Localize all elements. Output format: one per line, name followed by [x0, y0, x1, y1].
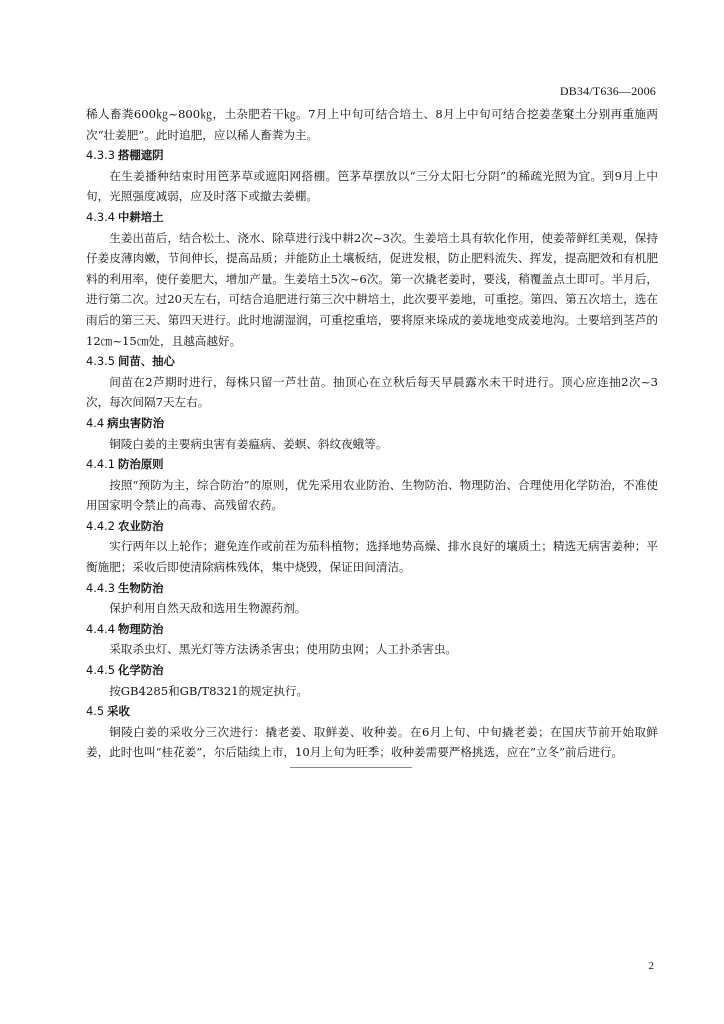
section-heading-4-4	[86, 413, 658, 434]
standard-code: DB34/T636—2006	[559, 84, 656, 98]
page-number: 2	[648, 960, 654, 972]
paragraph-cultivation: 生姜出苗后，结合松土、浇水、除草进行浅中耕2次~3次。生姜培土具有软化作用，使姜蒂鲜红美观，保持仔姜皮薄肉嫩，节间伸长，提高品质；并能防止土壤板结，促进发根，防止肥料流失、挥发，提高肥效和有机肥料的利用率，使仔姜肥大，增加产量。生姜培土5次~6次。第一次撬老姜时，要浅，稍覆盖点土即可。半月后，进行第二次。过20天左右，可结合追肥进行第三次中耕培土，此次要平姜地，可重挖。第四、第五次培土，选在雨后的第三天、第四天进行。此时地湖湿润，可重挖重培，要将原来垛成的姜垅地变成姜地沟。土要培到茎芦的12㎝~15㎝处，且越高越好。	[86, 230, 658, 348]
section-heading-4-3-3	[86, 145, 658, 166]
section-heading-4-4-2	[86, 516, 658, 537]
section-number: 4.4.2	[86, 518, 115, 533]
section-number: 4.3.5	[86, 354, 115, 369]
paragraph-shade: 在生姜播种结束时用笆茅草或遮阳网搭棚。笆茅草摆放以“三分太阳七分阴”的稀疏光照为宜。到9月上中旬，光照强度减弱，应及时落下或撤去姜棚。	[86, 168, 658, 204]
section-heading-4-4-4	[86, 619, 658, 640]
paragraph-thinning: 间苗在2芦期时进行，每株只留一芦壮苗。抽顶心在立秋后每天早晨露水未干时进行。顶心应连抽2次~3次，每次间隔7天左右。	[86, 374, 658, 410]
section-number: 4.3.4	[86, 209, 115, 224]
paragraph-principles: 按照“预防为主，综合防治”的原则，优先采用农业防治、生物防治、物理防治、合理使用化学防治，不准使用国家明令禁止的高毒、高残留农药。	[86, 477, 658, 513]
paragraph-agricultural-control: 实行两年以上轮作；避免连作或前茬为茄科植物；选择地势高燥、排水良好的壤质土；精选无病害姜种；平衡施肥；采收后即使清除病株残体，集中烧毁，保证田间清洁。	[86, 539, 658, 575]
section-title: 搭棚遮阴	[117, 148, 164, 163]
section-title: 农业防治	[117, 518, 164, 533]
paragraph-fertilizer-continued: 稀人畜粪600㎏~800㎏，土杂肥若干㎏。7月上中旬可结合培土、8月上中旬可结合挖姜垄窠土分别再重施两次“壮姜肥”。此时追肥，应以稀人畜粪为主。	[86, 107, 658, 142]
document-body	[86, 104, 658, 763]
section-title: 化学防治	[117, 663, 164, 678]
paragraph-chemical-control: 按GB4285和GB/T8321的规定执行。	[109, 683, 309, 698]
paragraph-harvest: 铜陵白姜的采收分三次进行：撬老姜、取鲜姜、收种姜。在6月上旬、中旬撬老姜；在国庆节前开始取鲜姜，此时也叫“桂花姜”，尔后陆续上市，10月上旬为旺季；收种姜需要严格挑选，应在“立冬”前后进行。	[86, 724, 658, 760]
paragraph-biological-control: 保护利用自然天敌和选用生物源药剂。	[109, 601, 307, 616]
section-heading-4-4-1	[86, 454, 658, 475]
section-title: 防治原则	[117, 457, 164, 472]
section-number: 4.4.3	[86, 580, 115, 595]
section-number: 4.4	[86, 415, 105, 430]
section-number: 4.5	[86, 704, 105, 719]
section-title: 病虫害防治	[107, 415, 165, 430]
paragraph-physical-control: 采取杀虫灯、黑光灯等方法诱杀害虫；使用防虫网；人工扑杀害虫。	[109, 642, 458, 657]
section-heading-4-3-4	[86, 207, 658, 228]
section-heading-4-3-5	[86, 351, 658, 372]
section-number: 4.4.5	[86, 663, 115, 678]
section-heading-4-5	[86, 701, 658, 722]
section-title: 间苗、抽心	[117, 354, 175, 369]
paragraph-pests: 铜陵白姜的主要病虫害有姜瘟病、姜螟、斜纹夜蛾等。	[109, 436, 388, 451]
section-title: 物理防治	[117, 621, 164, 636]
section-heading-4-4-5	[86, 660, 658, 681]
section-number: 4.4.4	[86, 621, 115, 636]
section-number: 4.3.3	[86, 148, 115, 163]
end-divider	[290, 767, 412, 768]
section-number: 4.4.1	[86, 457, 115, 472]
section-title: 采收	[107, 704, 130, 719]
section-title: 生物防治	[117, 580, 164, 595]
section-heading-4-4-3	[86, 578, 658, 599]
section-title: 中耕培土	[117, 209, 164, 224]
